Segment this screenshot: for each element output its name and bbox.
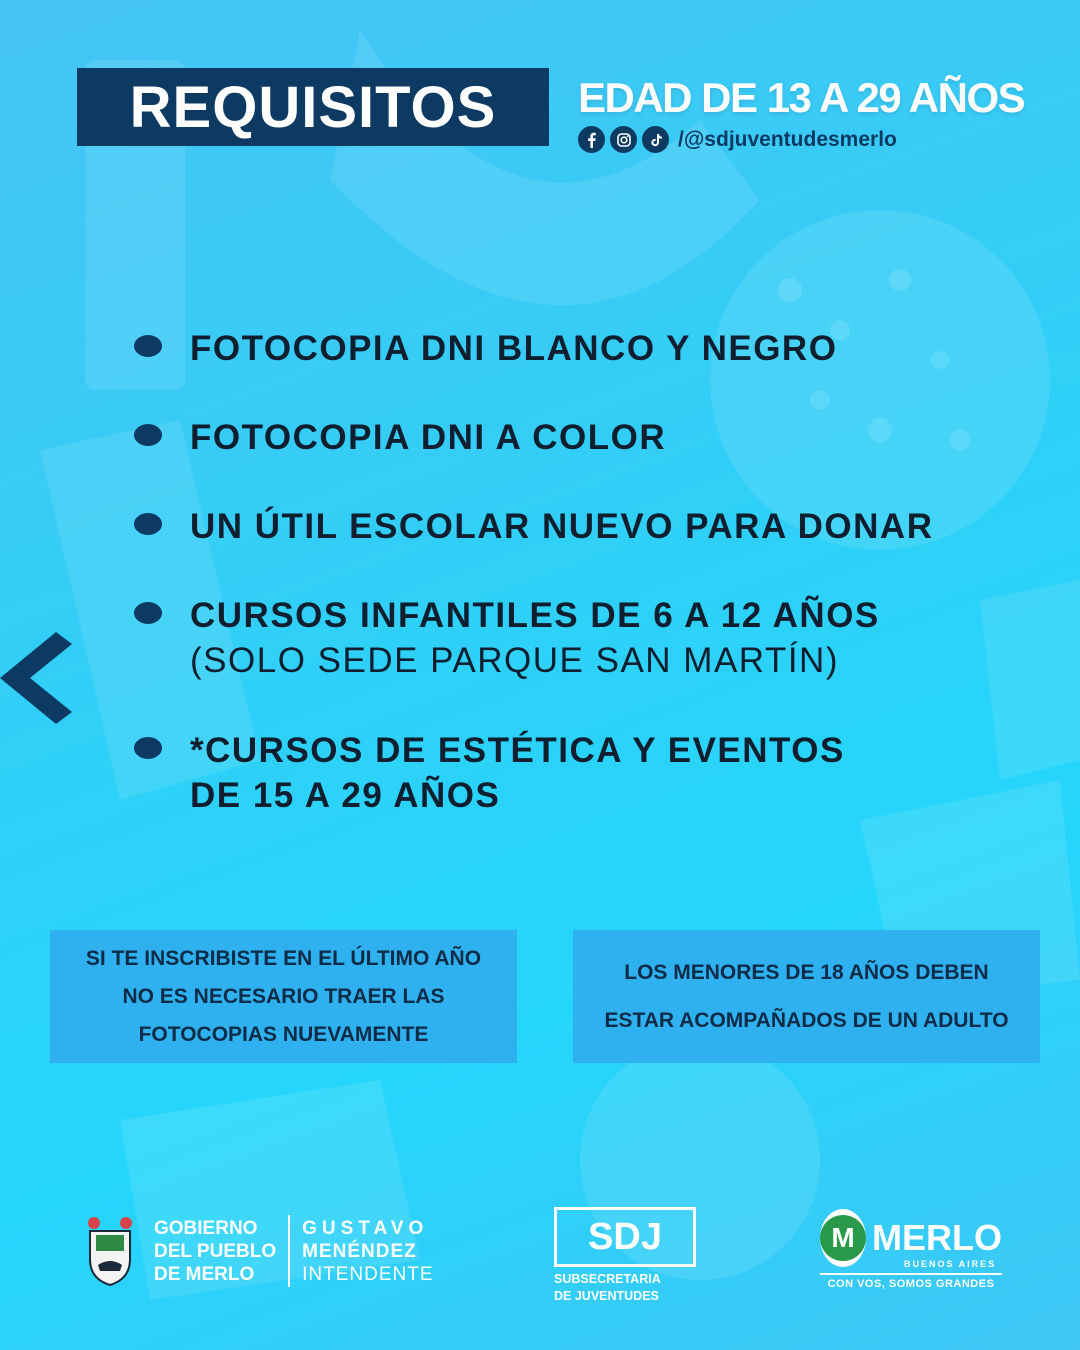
- merlo-emblem-icon: M: [820, 1209, 866, 1267]
- merlo-logo: [820, 1209, 1002, 1290]
- list-item: [134, 326, 837, 371]
- note-line: LOS MENORES DE 18 AÑOS DEBEN: [624, 960, 989, 984]
- gobierno-line: DEL PUEBLO: [154, 1240, 277, 1262]
- chevron-left-icon: [0, 632, 80, 724]
- bullet-icon: [134, 513, 162, 535]
- sdj-logo-text: SDJ: [554, 1207, 696, 1267]
- merlo-name: MERLO: [872, 1217, 1002, 1258]
- footer-logos: [0, 1195, 1080, 1315]
- requirement-text: FOTOCOPIA DNI A COLOR: [190, 418, 667, 457]
- sdj-sub-line: DE JUVENTUDES: [554, 1289, 659, 1303]
- merlo-slogan: CON VOS, SOMOS GRANDES: [827, 1278, 995, 1290]
- info-note-previous-registration: [50, 930, 517, 1063]
- gobierno-logo: [80, 1215, 434, 1287]
- tiktok-icon[interactable]: [642, 126, 669, 153]
- page-title: REQUISITOS: [129, 74, 497, 140]
- merlo-region: BUENOS AIRES: [904, 1259, 997, 1269]
- list-item: [134, 504, 934, 549]
- mayor-last-name: MENÉNDEZ: [302, 1240, 417, 1262]
- bullet-icon: [134, 335, 162, 357]
- mayor-title: INTENDENTE: [302, 1263, 434, 1285]
- requirement-text: UN ÚTIL ESCOLAR NUEVO PARA DONAR: [190, 507, 934, 546]
- requirement-subtext: DE 15 A 29 AÑOS: [190, 776, 501, 815]
- mayor-first-name: GUSTAVO: [302, 1217, 429, 1239]
- sdj-sub-line: SUBSECRETARIA: [554, 1272, 661, 1286]
- requirement-text: *CURSOS DE ESTÉTICA Y EVENTOS: [190, 731, 845, 770]
- gobierno-line: DE MERLO: [154, 1263, 255, 1285]
- list-item: [134, 593, 880, 683]
- social-links: [578, 126, 897, 153]
- instagram-icon[interactable]: [610, 126, 637, 153]
- info-note-minors: [573, 930, 1040, 1063]
- requirement-text: FOTOCOPIA DNI BLANCO Y NEGRO: [190, 329, 838, 368]
- bullet-icon: [134, 737, 162, 759]
- divider: [288, 1215, 290, 1287]
- bullet-icon: [134, 602, 162, 624]
- sdj-logo: [554, 1207, 696, 1305]
- requirement-text: CURSOS INFANTILES DE 6 A 12 AÑOS: [190, 596, 880, 635]
- age-range: EDAD DE 13 A 29 AÑOS: [578, 74, 1025, 121]
- list-item: [134, 728, 845, 818]
- facebook-icon[interactable]: [578, 126, 605, 153]
- note-line: FOTOCOPIAS NUEVAMENTE: [138, 1022, 429, 1046]
- gobierno-line: GOBIERNO: [154, 1217, 258, 1239]
- note-line: NO ES NECESARIO TRAER LAS: [122, 984, 445, 1008]
- divider: [820, 1273, 1002, 1275]
- bullet-icon: [134, 424, 162, 446]
- list-item: [134, 415, 666, 460]
- coat-of-arms-icon: [80, 1215, 140, 1287]
- title-banner: [77, 68, 549, 146]
- note-line: SI TE INSCRIBISTE EN EL ÚLTIMO AÑO: [85, 946, 482, 970]
- social-handle[interactable]: /@sdjuventudesmerlo: [678, 127, 897, 151]
- note-line: ESTAR ACOMPAÑADOS DE UN ADULTO: [604, 1008, 1009, 1032]
- requirement-subtext: (SOLO SEDE PARQUE SAN MARTÍN): [190, 641, 839, 680]
